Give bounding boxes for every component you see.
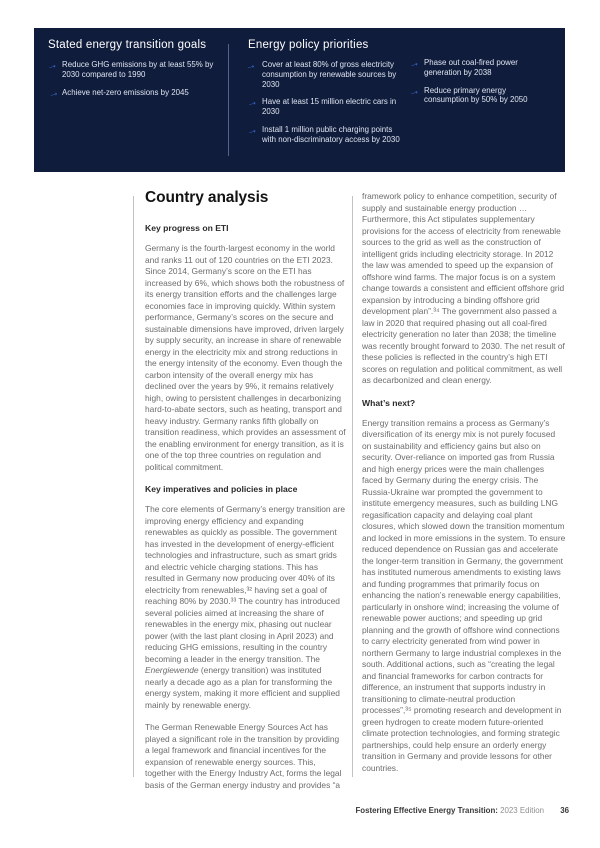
paragraph-segment: The core elements of Germany’s energy transition are improving energy efficiency and expanding renewables as quickly as possible. The government has invested in the development of energy-efficient technologies and infrastructure, such as smart grids and electric vehicle charging stations. This has resulted in Germany now producing over 40% of its electricity from renewables,³² having set a goal of reaching 80% by 2030.³³ The country has introduced several policies aimed at increasing the share of renewables in the energy mix, phasing out nuclear power (with the last plant closing in April 2023) and reducing GHG emissions, resulting in the country becoming a leader in the energy transition. The <box>145 504 346 664</box>
arrow-right-icon: → <box>245 123 260 139</box>
page-footer <box>355 806 569 815</box>
priority-item <box>245 123 400 145</box>
footer-report-title: Fostering Effective Energy Transition: <box>355 806 498 815</box>
paragraph-key-imperatives <box>145 504 346 711</box>
left-column-rule <box>133 196 134 777</box>
key-imperatives-heading: Key imperatives and policies in place <box>145 484 298 494</box>
goal-item-text: Reduce GHG emissions by at least 55% by 2030 compared to 1990 <box>62 60 214 79</box>
article-left-column <box>145 189 346 802</box>
arrow-right-icon: → <box>245 95 260 111</box>
policy-priorities-column-1 <box>243 39 400 153</box>
paragraph-framework-policy: framework policy to enhance competition, security of supply and sustainable energy production … Furthermore, this Act stipulates supplementary provisions for the access of electricity from renewable sources to the grid as well as the construction of intelligent grids including electricity storage. In 2012 the law was amended to speed up the expansion of offshore wind farms. The major focus is on a system change towards a consistent and efficient offshore grid expansion by introducing a binding offshore grid development plan”.³⁴ The government also passed a law in 2020 that required phasing out all coal-fired electricity generation no later than 2038; the timeline was recently brought forward to 2030. The net result of these policies is reflected in the country’s high ETI scores on regulation and political commitment, as well as decarbonized and clean energy. <box>362 191 565 385</box>
energy-goals-panel <box>34 28 565 172</box>
middle-column-rule <box>352 196 353 777</box>
goal-item <box>46 85 220 101</box>
goal-item-text: Achieve net-zero emissions by 2045 <box>62 87 189 97</box>
article-title: Country analysis <box>145 189 269 206</box>
footer-edition: 2023 Edition <box>500 806 545 815</box>
priority-item-text: Cover at least 80% of gross electricity consumption by renewable sources by 2030 <box>262 60 397 89</box>
arrow-right-icon: → <box>243 58 258 74</box>
paragraph-segment: (energy transition) was instituted nearly a decade ago as a plan for transforming the energy system, making it more efficient and supplied mainly by renewable energy. <box>145 665 340 710</box>
priority-item-text: Phase out coal-fired power generation by 2038 <box>424 58 518 77</box>
paragraph-whats-next: Energy transition remains a process as Germany’s diversification of its energy mix is not purely focused on sustainability and efficiency gains but also on security. Over-reliance on imported gas from Russia and high energy prices were the main challenges faced by Germany during the energy crisis. The Russia-Ukraine war prompted the government to institute emergency measures, such as building LNG regasification capacity and delaying coal plant closures, which slowed down the transition momentum and locked in more emissions in the system. To ensure reduced dependence on Russian gas and accelerate the longer-term transition in Germany, the government has instituted numerous amendments to existing laws and funding programmes that primarily focus on enhancing the nation’s renewable energy capabilities, particularly in onshore wind; increasing the volume of renewable power auctions; and speeding up grid planning and the growth of offshore wind connections to carry electricity generated from wind power in northern Germany to large industrial complexes in the south. Additional actions, such as “creating the legal and financial frameworks for carbon contracts for difference, an instrument that supports industry in transitioning to climate-neutral production processes”,³⁵ promoting research and development in green hydrogen to create modern future-oriented climate protection technologies, and forming strategic partnerships, could help ensure an orderly energy transition in Germany and provide lessons for other countries. <box>362 417 566 773</box>
whats-next-heading: What’s next? <box>362 397 416 408</box>
arrow-right-icon: → <box>407 56 422 72</box>
priority-item-text: Reduce primary energy consumption by 50% by 2050 <box>424 85 528 105</box>
priority-item <box>407 83 552 106</box>
policy-priorities-column-2 <box>407 56 552 113</box>
arrow-right-icon: → <box>407 83 422 99</box>
goal-item <box>45 58 220 80</box>
policy-priorities-title: Energy policy priorities <box>248 39 369 51</box>
priority-item-text: Install 1 million public charging points with non-discriminatory access by 2030 <box>262 124 400 144</box>
energiewende-italic: Energiewende <box>145 665 199 675</box>
footer-page-number: 36 <box>560 806 569 815</box>
paragraph-key-progress: Germany is the fourth-largest economy in the world and ranks 11 out of 120 countries on the ETI 2023. Since 2014, Germany’s score on the ETI has increased by 6%, which shows both the robustness of its energy transition efforts and the challenges large economies face in improving quickly. Within system performance, Germany’s scores on the secure and sustainable dimensions have improved, driven largely by supply security, an increase in share of renewable energy in the electricity mix and strong reductions in the energy intensity of the economy. Even though the carbon intensity of the overall energy mix has declined over the years by 9%, it remains relatively high, owing to persistent challenges in decarbonizing hard-to-abate sectors, such as heating, transport and heavy industry. Germany ranks fifth globally on transition readiness, which provides an assessment of the enabling environment for energy transition, as it is one of the top three countries on regulation and political commitment. <box>145 243 346 472</box>
arrow-right-icon: → <box>46 85 61 101</box>
panel-divider <box>228 44 229 156</box>
paragraph-renewable-energy-act: The German Renewable Energy Sources Act has played a significant role in the transition by providing a legal framework and financial incentives for the expansion of renewable energy sources. This, together with the Energy Industry Act, forms the legal basis of the German energy industry and provides “a <box>145 722 342 790</box>
article-right-column <box>362 191 566 785</box>
arrow-right-icon: → <box>45 58 60 74</box>
priority-item <box>407 56 552 78</box>
priority-item <box>245 95 400 117</box>
stated-goals-title: Stated energy transition goals <box>48 39 207 51</box>
stated-goals-column <box>45 39 220 106</box>
priority-item-text: Have at least 15 million electric cars in 2030 <box>262 97 397 117</box>
priority-item <box>243 58 400 89</box>
key-progress-heading: Key progress on ETI <box>145 223 229 233</box>
